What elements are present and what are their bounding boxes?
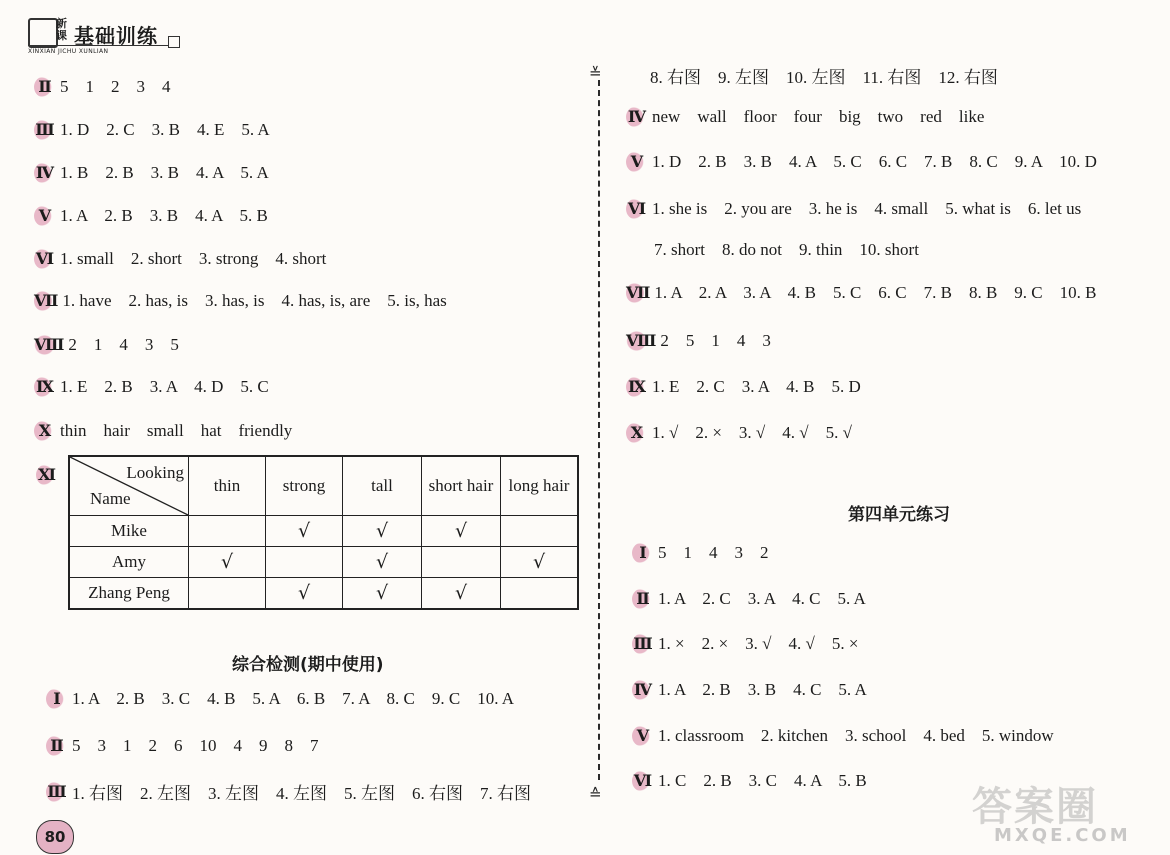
answer-text: 1. A 2. C 3. A 4. C 5. A (658, 589, 866, 608)
answer-row (632, 725, 1054, 747)
section-title: 第四单元练习 (848, 505, 950, 525)
answer-text: 1. B 2. B 3. B 4. A 5. A (60, 163, 269, 182)
answer-text: 1. she is 2. you are 3. he is 4. small 5. what is 6. let us (652, 199, 1082, 218)
answer-text: 1. 右图 2. 左图 3. 左图 4. 左图 5. 左图 6. 右图 7. 右图 (72, 784, 531, 803)
table-cell (189, 578, 266, 610)
table-cell (189, 516, 266, 547)
answer-text: 1. × 2. × 3. √ 4. √ 5. × (658, 634, 859, 653)
table-row (69, 547, 578, 578)
answer-row (632, 542, 769, 564)
table-cell: √ (343, 578, 422, 610)
logo-badge-text: 新课 (56, 17, 67, 42)
watermark-top: 答案圈 (972, 784, 1098, 830)
section-number: Ⅵ (633, 771, 653, 790)
answer-row (626, 330, 771, 352)
table-header-row (69, 456, 578, 516)
answer-text: 1. D 2. B 3. B 4. A 5. C 6. C 7. B 8. C 9. A 10. D (652, 152, 1097, 171)
watermark (972, 775, 1162, 850)
answer-text: 8. 右图 9. 左图 10. 左图 11. 右图 12. 右图 (650, 68, 998, 87)
answer-text: new wall floor four big two red like (652, 107, 985, 126)
answer-text: 2 1 4 3 5 (68, 335, 179, 354)
answer-row (632, 588, 866, 610)
section-number: Ⅸ (35, 377, 54, 396)
answer-text: 1. small 2. short 3. strong 4. short (60, 249, 327, 268)
section-number: Ⅱ (34, 76, 56, 98)
answer-text: thin hair small hat friendly (60, 421, 293, 440)
section-number: Ⅹ (34, 420, 56, 442)
answer-row (34, 376, 269, 398)
answer-text: 5 1 2 3 4 (60, 77, 171, 96)
section-number: Ⅵ (35, 249, 55, 268)
table-column-header: strong (266, 456, 343, 516)
section-number: Ⅱ (632, 588, 654, 610)
section-number: Ⅴ (632, 725, 654, 747)
answer-text: 1. A 2. B 3. C 4. B 5. A 6. B 7. A 8. C 9. C 10. A (72, 689, 515, 708)
table-row-name: Amy (69, 547, 189, 578)
answer-row (650, 63, 998, 88)
corner-top-label: Looking (126, 463, 184, 482)
section-title: 综合检测(期中使用) (232, 655, 384, 675)
answer-row (626, 376, 861, 398)
section-number: Ⅺ (37, 465, 57, 484)
table-cell (266, 547, 343, 578)
answer-row (626, 198, 1081, 220)
section-number: Ⅲ (35, 120, 55, 139)
answer-row (632, 679, 867, 701)
answer-row (626, 151, 1097, 173)
answer-row (654, 240, 919, 260)
section-number: Ⅲ (47, 781, 67, 801)
answer-row (34, 76, 171, 98)
table-cell: √ (422, 516, 501, 547)
answer-text: 1. E 2. B 3. A 4. D 5. C (60, 377, 269, 396)
answer-row (34, 290, 447, 312)
section-number: Ⅸ (627, 377, 646, 396)
section-number: Ⅹ (626, 422, 648, 444)
table-column-header: short hair (422, 456, 501, 516)
section-number: Ⅱ (46, 735, 68, 757)
corner-bottom-label: Name (90, 489, 131, 508)
answer-text: 5 1 4 3 2 (658, 543, 769, 562)
book-title: 基础训练 (74, 24, 158, 48)
answer-text: 1. D 2. C 3. B 4. E 5. A (60, 120, 270, 139)
table-cell: √ (422, 578, 501, 610)
answer-text: 2 5 1 4 3 (660, 331, 771, 350)
table-cell (422, 547, 501, 578)
answer-row (34, 420, 292, 442)
table-column-header: tall (343, 456, 422, 516)
answer-row (34, 205, 268, 227)
answer-row (632, 633, 858, 655)
arrow-down-icon: ≚ (589, 64, 602, 82)
section-number: Ⅶ (626, 283, 651, 302)
answer-row (626, 282, 1096, 304)
table-cell: √ (266, 578, 343, 610)
table-cell (501, 516, 579, 547)
section-number: Ⅵ (627, 199, 647, 218)
answer-text: 1. have 2. has, is 3. has, is 4. has, is, are 5. is, has (62, 291, 447, 310)
section-number: Ⅶ (34, 291, 59, 310)
section-number: Ⅳ (633, 680, 653, 699)
section-number: Ⅳ (35, 163, 55, 182)
section-number: Ⅳ (627, 107, 647, 126)
answer-text: 1. E 2. C 3. A 4. B 5. D (652, 377, 861, 396)
answer-row (626, 422, 852, 444)
answer-table (68, 455, 579, 610)
table-cell: √ (343, 516, 422, 547)
answer-text: 1. A 2. A 3. A 4. B 5. C 6. C 7. B 8. B 9. C 10. B (654, 283, 1097, 302)
table-column-header: long hair (501, 456, 579, 516)
table-row (69, 516, 578, 547)
table-cell (501, 578, 579, 610)
book-subtitle: XINXIAN JICHU XUNLIAN (28, 48, 109, 55)
table-row-name: Zhang Peng (69, 578, 189, 610)
right-page (590, 0, 1170, 855)
section-number: Ⅰ (632, 542, 654, 564)
answer-row (626, 106, 984, 128)
answer-text: 1. A 2. B 3. B 4. C 5. A (658, 680, 867, 699)
answer-row (34, 248, 326, 270)
table-cell: √ (501, 547, 579, 578)
section-number: Ⅲ (633, 634, 653, 653)
page-number: 80 (36, 820, 74, 854)
table-row-name: Mike (69, 516, 189, 547)
answer-row (46, 735, 319, 757)
table-row (69, 578, 578, 610)
section-number: Ⅷ (34, 335, 65, 354)
answer-row (34, 162, 269, 184)
table-column-header: thin (189, 456, 266, 516)
answer-text: 7. short 8. do not 9. thin 10. short (654, 240, 919, 259)
table-cell: √ (266, 516, 343, 547)
answer-text: 1. classroom 2. kitchen 3. school 4. bed 5. window (658, 726, 1054, 745)
table-corner-cell (69, 456, 189, 516)
table-section (36, 464, 62, 486)
answer-row (46, 779, 531, 804)
watermark-bottom: MXQE.COM (994, 825, 1131, 846)
arrow-up-icon: ≙ (589, 785, 602, 803)
section-number: Ⅴ (626, 151, 648, 173)
section-number: Ⅰ (46, 688, 68, 710)
answer-row (632, 770, 867, 792)
answer-text: 1. √ 2. × 3. √ 4. √ 5. √ (652, 423, 852, 442)
answer-row (34, 334, 179, 356)
section-number: Ⅷ (626, 331, 657, 350)
answer-row (46, 688, 514, 710)
table-cell: √ (343, 547, 422, 578)
section-number: Ⅴ (34, 205, 56, 227)
answer-text: 1. A 2. B 3. B 4. A 5. B (60, 206, 268, 225)
answer-text: 5 3 1 2 6 10 4 9 8 7 (72, 736, 319, 755)
table-cell: √ (189, 547, 266, 578)
answer-row (34, 119, 270, 141)
answer-text: 1. C 2. B 3. C 4. A 5. B (658, 771, 867, 790)
